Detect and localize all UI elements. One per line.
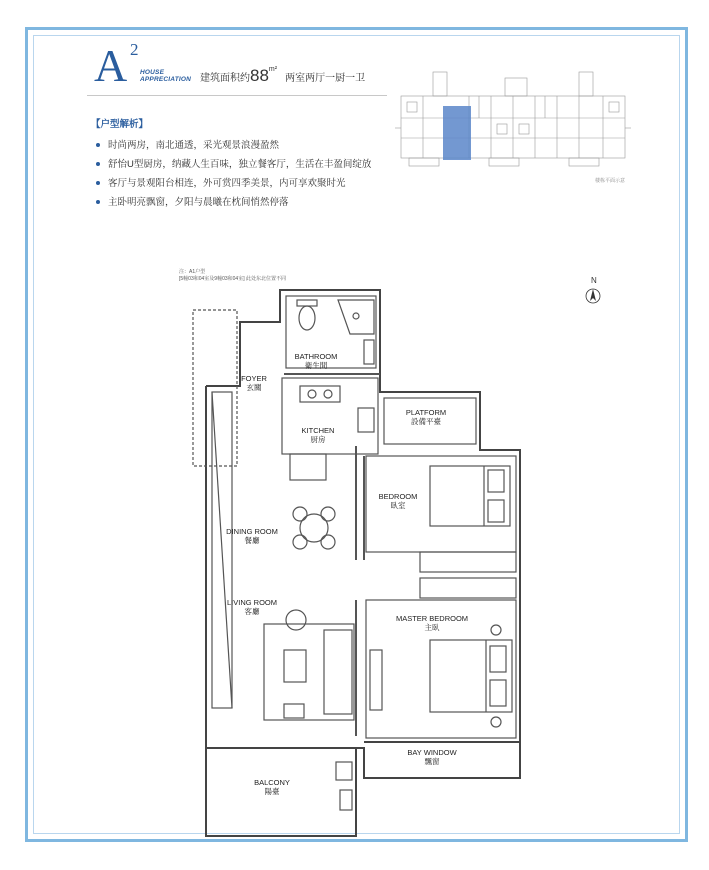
coffee-table-icon	[284, 650, 306, 682]
bay-cn: 飄窗	[424, 757, 440, 766]
wardrobe-2	[420, 578, 516, 598]
living-cn: 客廳	[244, 607, 260, 616]
kitchen-sink-icon	[358, 408, 374, 432]
sofa-icon	[324, 630, 352, 714]
foyer-en: FOYER	[241, 374, 267, 383]
room-label-master-bedroom	[396, 614, 468, 632]
note-line-2: [5幢03和04室及9幢03和04室] 此处东北位置不同	[179, 276, 286, 282]
tag-line-2: APPRECIATION	[140, 76, 192, 83]
armchair-icon	[286, 610, 306, 630]
bay-en: BAY WINDOW	[407, 748, 457, 757]
kitchen-cn: 厨房	[310, 435, 326, 444]
bedroom-cn: 臥室	[390, 501, 406, 510]
master-en: MASTER BEDROOM	[395, 614, 469, 623]
master-cn: 主臥	[424, 623, 440, 632]
shower-icon	[338, 300, 374, 334]
bathroom-cn: 衛生間	[304, 361, 328, 370]
platform-en: PLATFORM	[405, 408, 447, 417]
area-value: 88	[250, 66, 269, 85]
room-label-dining	[226, 527, 278, 545]
dining-cn: 餐廳	[244, 536, 260, 545]
balcony-en: BALCONY	[254, 778, 290, 787]
toilet-icon	[299, 306, 315, 330]
unit-type-code: A	[94, 40, 128, 91]
dining-table-icon	[300, 514, 328, 542]
area-unit: m²	[268, 66, 278, 73]
analysis-item: 主卧明亮飘窗，夕阳与晨曦在枕间悄然停落	[96, 193, 371, 212]
north-label: N	[591, 276, 597, 285]
balcony-cn: 陽臺	[264, 787, 280, 796]
area-prefix: 建筑面积约	[200, 73, 250, 84]
analysis-item: 客厅与景观阳台相连，外可赏四季美景，内可享欢聚时光	[96, 174, 371, 193]
living-rug	[264, 624, 354, 720]
master-bed-icon	[430, 640, 512, 712]
analysis-item: 时尚两房，南北通透，采光观景浪漫盈然	[96, 136, 371, 155]
bedroom-en: BEDROOM	[378, 492, 418, 501]
room-label-kitchen	[302, 426, 335, 444]
analysis-item: 舒怡U型厨房，纳藏人生百味，独立餐客厅，生活在丰盈间绽放	[96, 155, 371, 174]
room-label-living	[227, 598, 277, 616]
room-label-bathroom	[295, 352, 338, 370]
unit-type-superscript: 2	[130, 40, 139, 59]
note-line-1: 注：A1户型	[179, 269, 206, 275]
dining-en: DINING ROOM	[226, 527, 278, 536]
analysis-title: 【户型解析】	[91, 119, 149, 130]
room-label-platform	[406, 408, 446, 426]
wardrobe-1	[420, 552, 516, 572]
room-label-bedroom	[379, 492, 418, 510]
platform-cn: 設備平臺	[411, 417, 441, 426]
key-plan-caption: 楼栋平面示意	[595, 178, 626, 184]
sink-icon	[364, 340, 374, 364]
layout-type: 两室两厅一厨一卫	[285, 73, 366, 84]
kitchen-en: KITCHEN	[301, 426, 335, 435]
room-label-foyer	[241, 374, 267, 392]
foyer-cn: 玄關	[246, 383, 262, 392]
bathroom-en: BATHROOM	[294, 352, 338, 361]
stove-icon	[300, 386, 340, 402]
bedroom-bed-icon	[430, 466, 510, 526]
living-en: LIVING ROOM	[226, 598, 278, 607]
room-label-bay-window	[407, 748, 456, 766]
room-label-balcony	[254, 778, 290, 796]
tag-line-1: HOUSE	[140, 69, 165, 76]
